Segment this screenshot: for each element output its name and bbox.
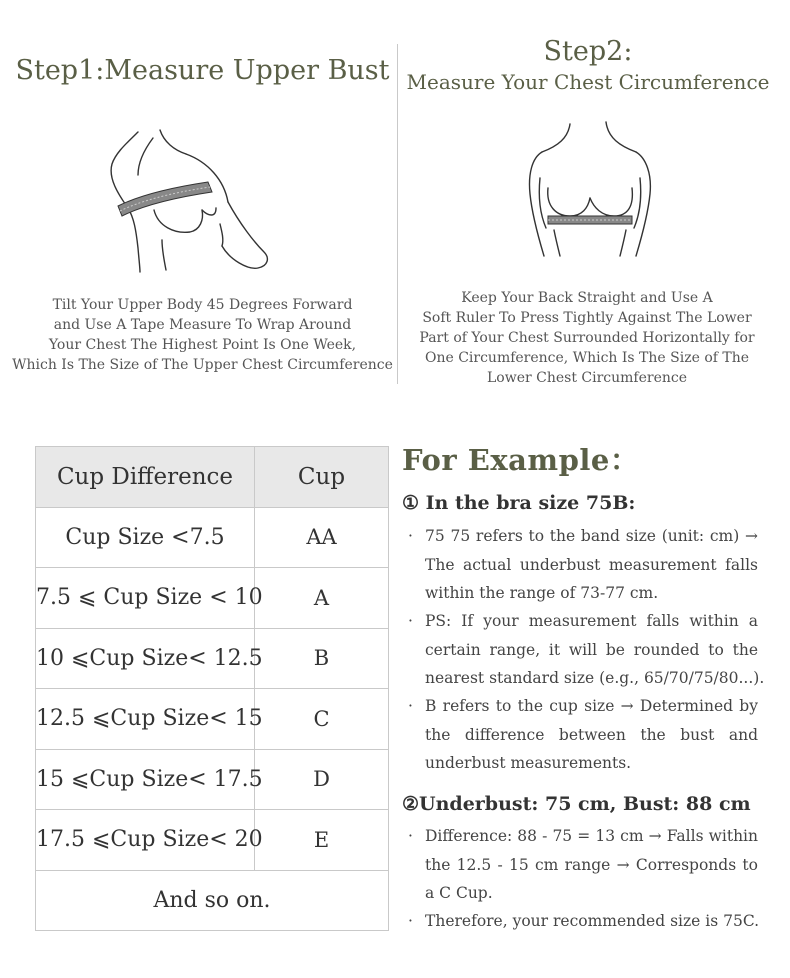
table-row	[36, 810, 389, 871]
underbust-measure-illustration	[510, 118, 680, 258]
step2-desc-line: Lower Chest Circumference	[486, 370, 687, 386]
example-subheading-2: ②Underbust: 75 cm, Bust: 88 cm	[402, 793, 751, 815]
step2-desc-line: Soft Ruler To Press Tightly Against The Lower	[422, 310, 752, 326]
cup-difference-cell: Cup Size <7.5	[36, 507, 255, 568]
step2-subtitle: Measure Your Chest Circumference	[406, 70, 770, 94]
table-footer: And so on.	[36, 870, 389, 931]
step2-description	[397, 288, 777, 388]
bullet-line: nearest standard size (e.g., 65/70/75/80...).	[425, 669, 765, 687]
bullet-dot: ·	[408, 697, 413, 715]
cup-cell: B	[255, 628, 389, 689]
example-subheading-1: ① In the bra size 75B:	[402, 492, 636, 514]
cup-difference-cell: 15 ⩽Cup Size< 17.5	[36, 749, 255, 810]
bullet-line: B refers to the cup size → Determined by	[425, 697, 758, 715]
example-heading: For Example：	[402, 443, 640, 477]
cup-cell: AA	[255, 507, 389, 568]
bullet-dot: ·	[408, 612, 413, 630]
header-cup: Cup	[255, 447, 389, 508]
cup-difference-cell: 17.5 ⩽Cup Size< 20	[36, 810, 255, 871]
table-header-row	[36, 447, 389, 508]
bullet-line: underbust measurements.	[425, 754, 632, 772]
step1-desc-line: Tilt Your Upper Body 45 Degrees Forward	[52, 297, 353, 313]
bullet-line: 75 75 refers to the band size (unit: cm) →	[425, 527, 758, 545]
step1-desc-line: Which Is The Size of The Upper Chest Circumference	[12, 357, 393, 373]
bullet-line: within the range of 73-77 cm.	[425, 584, 659, 602]
example-bullet	[408, 692, 758, 778]
bullet-line: PS: If your measurement falls within a	[425, 612, 758, 630]
table-row	[36, 749, 389, 810]
cup-difference-cell: 7.5 ⩽ Cup Size < 10	[36, 568, 255, 629]
step2-desc-line: Part of Your Chest Surrounded Horizontally for	[419, 330, 755, 346]
upper-bust-measure-illustration	[98, 120, 288, 275]
table-row	[36, 507, 389, 568]
step2-title: Step2:	[543, 36, 633, 67]
bullet-line: The actual underbust measurement falls	[425, 555, 758, 574]
bullet-line: certain range, it will be rounded to the	[425, 640, 758, 659]
cup-size-table	[35, 446, 389, 931]
bullet-line: a C Cup.	[425, 884, 493, 902]
bullet-dot: ·	[408, 912, 413, 930]
example-bullet	[408, 607, 765, 693]
cup-difference-cell: 12.5 ⩽Cup Size< 15	[36, 689, 255, 750]
bullet-dot: ·	[408, 827, 413, 845]
bullet-line: Therefore, your recommended size is 75C.	[425, 912, 760, 930]
cup-cell: A	[255, 568, 389, 629]
step2-desc-line: One Circumference, Which Is The Size of The	[424, 350, 750, 366]
bullet-line: the 12.5 - 15 cm range → Corresponds to	[425, 855, 758, 874]
example-bullet	[408, 907, 758, 936]
step1-desc-line: and Use A Tape Measure To Wrap Around	[53, 317, 352, 333]
bullet-dot: ·	[408, 527, 413, 545]
cup-cell: D	[255, 749, 389, 810]
bullet-line: the difference between the bust and	[425, 725, 758, 744]
table-row	[36, 568, 389, 629]
cup-difference-cell: 10 ⩽Cup Size< 12.5	[36, 628, 255, 689]
table-row	[36, 689, 389, 750]
step2-desc-line: Keep Your Back Straight and Use A	[461, 290, 713, 306]
step1-title: Step1:Measure Upper Bust	[15, 55, 390, 86]
step1-desc-line: Your Chest The Highest Point Is One Week,	[48, 337, 357, 353]
table-row	[36, 628, 389, 689]
table-footer-row	[36, 870, 389, 931]
bullet-line: Difference: 88 - 75 = 13 cm → Falls within	[425, 827, 758, 845]
example-bullet	[408, 822, 758, 908]
cup-cell: C	[255, 689, 389, 750]
cup-cell: E	[255, 810, 389, 871]
header-cup-difference: Cup Difference	[36, 447, 255, 508]
step1-description	[5, 295, 400, 375]
example-bullet	[408, 522, 758, 608]
